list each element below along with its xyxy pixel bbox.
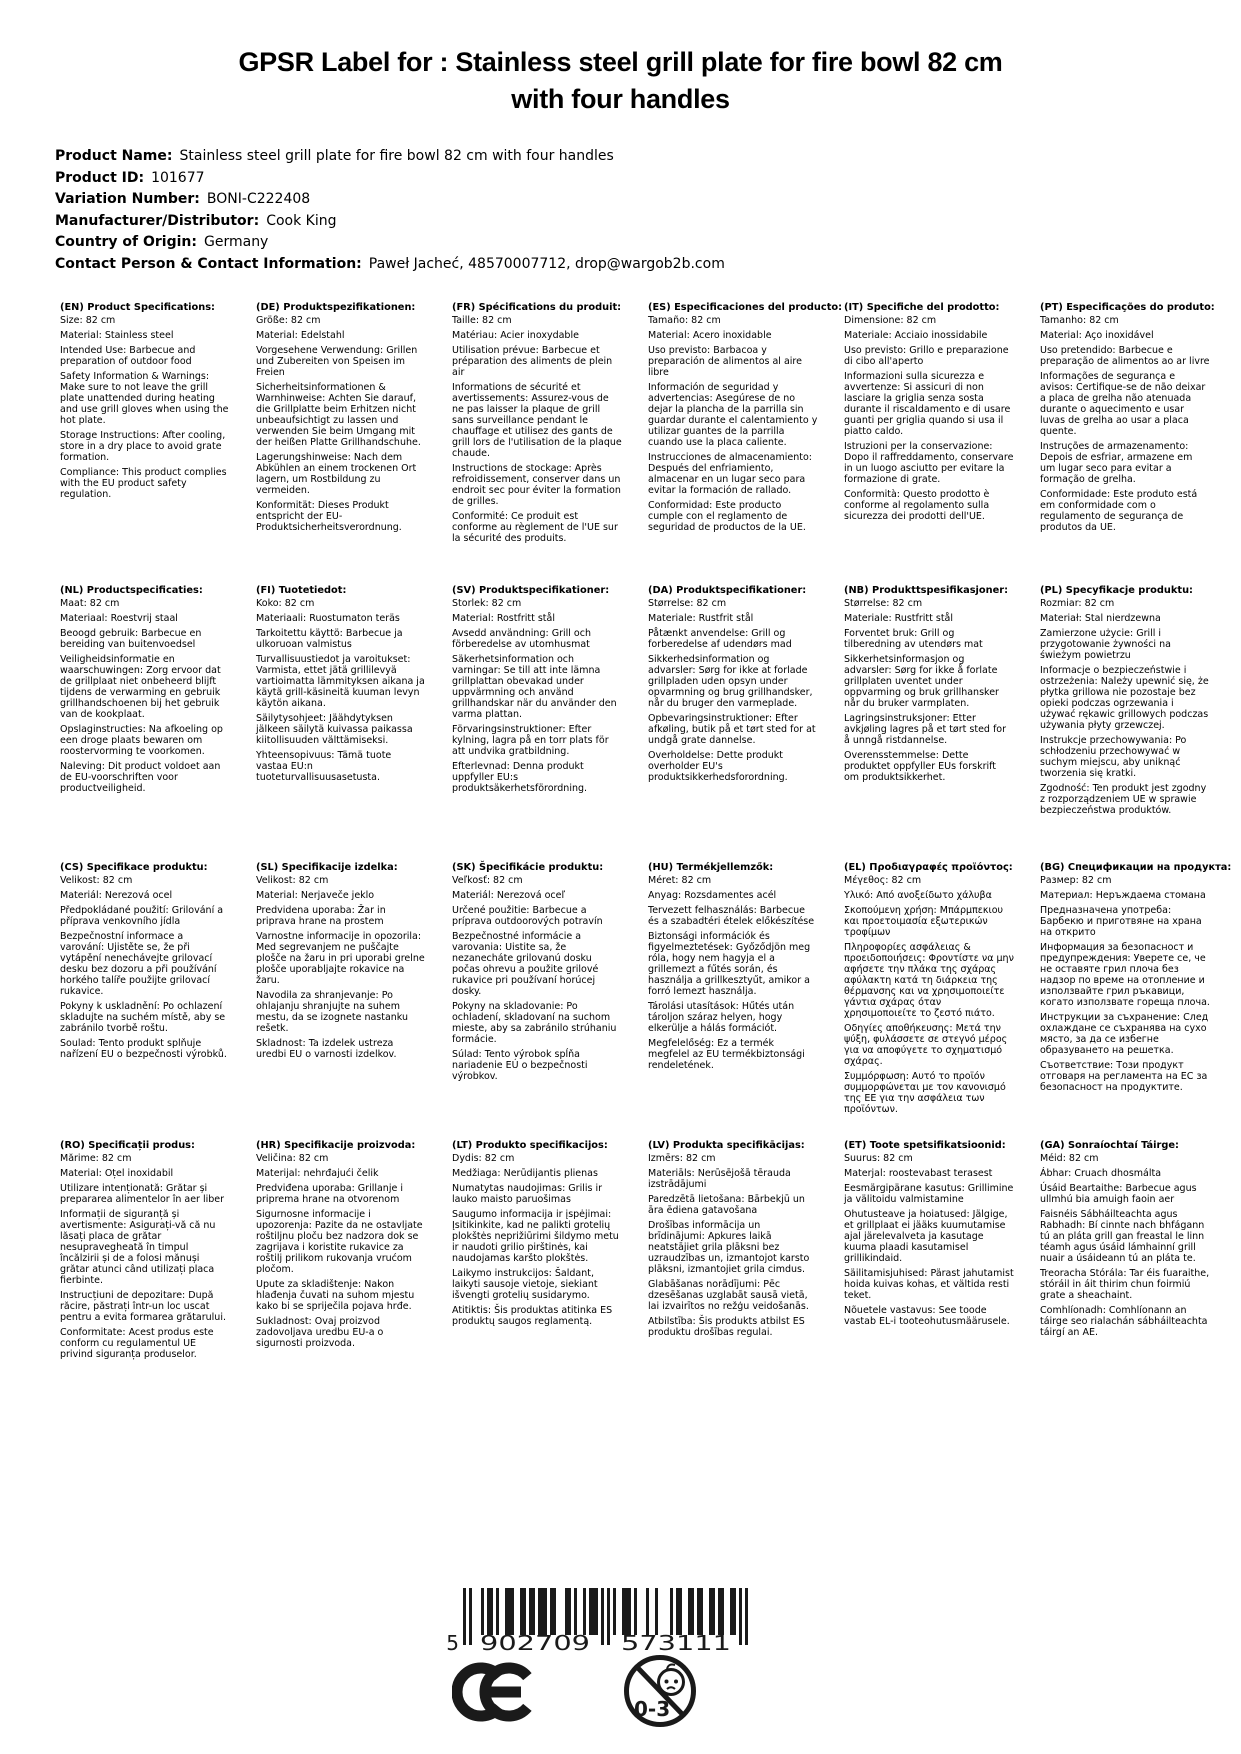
- spec-block-lt: [452, 1140, 622, 1410]
- barcode-bar: [520, 1588, 523, 1635]
- spec-paragraph: Predviđena uporaba: Grillanje i priprema hrane na otvorenom: [256, 1183, 403, 1205]
- spec-paragraph: Uso pretendido: Barbecue e preparação de alimentos ao ar livre: [1040, 345, 1210, 367]
- spec-block-heading: (CS) Specifikace produktu:: [60, 862, 208, 873]
- barcode-bar: [628, 1588, 631, 1635]
- barcode-bar: [589, 1588, 592, 1635]
- spec-paragraph: Ohutusteave ja hoiatused: Jälgige, et grillplaat ei jääks kuumutamise ajal järelevalveta ja kasutage kuuma plaadi kasutamisel grillikindaid.: [844, 1209, 1008, 1264]
- spec-block-heading: (IT) Specifiche del prodotto:: [844, 302, 1000, 313]
- spec-paragraph: Lagringsinstruksjoner: Etter avkjøling lagres på et tørt sted for å unngå ristdannelse.: [844, 713, 1007, 746]
- product-info-field: [55, 254, 725, 276]
- barcode-bar: [469, 1588, 472, 1645]
- spec-block-heading: (FI) Tuotetiedot:: [256, 585, 347, 596]
- spec-block-fi: [256, 585, 426, 862]
- page-title-line2: with four handles: [511, 84, 730, 114]
- spec-block-heading: (SL) Specifikacije izdelka:: [256, 862, 398, 873]
- barcode-bar: [733, 1588, 736, 1635]
- age-range-label: 0-3: [634, 1697, 671, 1721]
- spec-paragraph: Opbevaringsinstruktioner: Efter afkøling, butik på et tørt sted for at undgå grate dannelse.: [648, 713, 816, 746]
- spec-block-heading: (RO) Specificații produs:: [60, 1140, 195, 1151]
- barcode-bar: [613, 1588, 616, 1635]
- spec-paragraph: Conformidad: Este producto cumple con el reglamento de seguridad de productos de la UE.: [648, 500, 806, 533]
- spec-paragraph: Méret: 82 cm: [648, 875, 712, 886]
- barcode-bar: [601, 1588, 604, 1645]
- spec-block-da: [648, 585, 818, 862]
- spec-block-heading: (HU) Termékjellemzők:: [648, 862, 774, 873]
- field-label: Contact Person & Contact Information:: [55, 255, 362, 272]
- spec-block-heading: (LT) Produkto specifikacijos:: [452, 1140, 608, 1151]
- spec-block-heading: (NL) Productspecificaties:: [60, 585, 203, 596]
- spec-paragraph: Instructions de stockage: Après refroidissement, conserver dans un endroit sec pour éviter la formation de grilles.: [452, 463, 621, 507]
- spec-paragraph: Sukladnost: Ovaj proizvod zadovoljava uredbu EU-a o sigurnosti proizvoda.: [256, 1316, 384, 1349]
- spec-paragraph: Sikkerhedsinformation og advarsler: Sørg for ikke at forlade grillpladen uden opsyn under opvarmning og brug grillhandsker, når du bruger den varmeplade.: [648, 654, 813, 709]
- spec-paragraph: Συμμόρφωση: Αυτό το προϊόν συμμορφώνεται με τον κανονισμό της ΕΕ για την ασφάλεια των προϊόντων.: [844, 1071, 1006, 1115]
- spec-paragraph: Medžiaga: Nerūdijantis plienas: [452, 1168, 598, 1179]
- product-info-field: [55, 168, 725, 190]
- spec-paragraph: Yhteensopivuus: Tämä tuote vastaa EU:n tuoteturvallisuusasetusta.: [256, 750, 392, 783]
- barcode-bar: [592, 1588, 595, 1635]
- spec-paragraph: Instrucciones de almacenamiento: Después del enfriamiento, almacenar en un lugar seco para evitar la formación de rallado.: [648, 452, 812, 496]
- spec-paragraph: Drošības informācija un brīdinājumi: Apkures laikā neatstājiet grila plāksni bez uzraudzības un, izmantojot karsto plāksni, izmantojiet grila cimdus.: [648, 1220, 810, 1275]
- spec-block-heading: (BG) Спецификации на продукта:: [1040, 862, 1232, 873]
- field-value: Paweł Jacheć, 48570007712, drop@wargob2b.com: [368, 255, 725, 272]
- barcode-bar: [676, 1588, 679, 1635]
- barcode-digits-right: 573111: [621, 1631, 731, 1654]
- spec-paragraph: Predvidena uporaba: Žar in priprava hrane na prostem: [256, 905, 386, 927]
- spec-block-heading: (DE) Produktspezifikationen:: [256, 302, 416, 313]
- spec-paragraph: Veiligheidsinformatie en waarschuwingen: Zorg ervoor dat de grillplaat niet onbeheerd blijft tijdens de verwarming en gebruik grillhandschoenen bij het gebruik van de kookplaat.: [60, 654, 221, 720]
- spec-paragraph: Zamierzone użycie: Grill i przygotowanie żywności na świeżym powietrzu: [1040, 628, 1171, 661]
- spec-paragraph: Saugumo informacija ir įspėjimai: Įsitikinkite, kad ne palikti grotelių plokštės neprižiūrimi šildymo metu ir naudoti grilio pirštinės, kai naudojamas karšto plokštės.: [452, 1209, 619, 1264]
- spec-block-nb: [844, 585, 1014, 862]
- spec-block-heading: (SK) Špecifikácie produktu:: [452, 862, 604, 873]
- spec-paragraph: Nõuetele vastavus: See toode vastab EL-i tooteohutusmäärusele.: [844, 1305, 1010, 1327]
- spec-paragraph: Uso previsto: Grillo e preparazione di cibo all'aperto: [844, 345, 1009, 367]
- spec-block-heading: (ES) Especificaciones del producto:: [648, 302, 843, 313]
- spec-paragraph: Varnostne informacije in opozorila: Med segrevanjem ne puščajte plošče na žaru in pri uporabi grelne plošče uporabljajte rokavice na žaru.: [256, 931, 425, 986]
- barcode-bar: [655, 1588, 658, 1635]
- spec-paragraph: Předpokládané použití: Grilování a příprava venkovního jídla: [60, 905, 224, 927]
- barcode-bar: [523, 1588, 526, 1635]
- product-info-field: [55, 211, 725, 233]
- spec-block-it: [844, 302, 1014, 585]
- spec-paragraph: Atbilstība: Šis produkts atbilst ES produktu drošības regulai.: [648, 1316, 805, 1338]
- spec-paragraph: Atitiktis: Šis produktas atitinka ES produktų saugos reglamentą.: [452, 1305, 613, 1327]
- barcode-bar: [595, 1588, 598, 1635]
- spec-block-en: [60, 302, 230, 585]
- spec-paragraph: Sikkerhetsinformasjon og advarsler: Sørg for ikke å forlate grillplaten uventet under oppvarming og bruk grillhansker når du bruker varmplaten.: [844, 654, 999, 709]
- barcode-bar: [481, 1588, 484, 1635]
- spec-block-heading: (PT) Especificações do produto:: [1040, 302, 1215, 313]
- field-value: 101677: [151, 169, 205, 186]
- spec-paragraph: Naleving: Dit product voldoet aan de EU-voorschriften voor productveiligheid.: [60, 761, 221, 794]
- barcode-bar: [496, 1588, 499, 1635]
- spec-paragraph: Pokyny na skladovanie: Po ochladení, skladovaní na suchom mieste, aby sa zabránilo strúhaniu formácie.: [452, 1001, 617, 1045]
- spec-paragraph: Υλικό: Από ανοξείδωτο χάλυβα: [844, 890, 992, 901]
- spec-paragraph: Treoracha Stórála: Tar éis fuaraithe, stóráil in áit thirim chun foirmiú grate a sheachaint.: [1040, 1268, 1210, 1301]
- spec-paragraph: Určené použitie: Barbecue a príprava outdoorových potravín: [452, 905, 603, 927]
- spec-block-heading: (HR) Specifikacije proizvoda:: [256, 1140, 416, 1151]
- spec-paragraph: Förvaringsinstruktioner: Efter kylning, lagra på en torr plats för att undvika gratbildning.: [452, 724, 609, 757]
- spec-paragraph: Safety Information & Warnings: Make sure to not leave the grill plate unattended during heating and use grill gloves when using the hot plate.: [60, 371, 229, 426]
- spec-paragraph: Sicherheitsinformationen & Warnhinweise: Achten Sie darauf, die Grillplatte beim Erhitzen nicht unbeaufsichtigt zu lassen und verwenden Sie beim Umgang mit der heißen Platte Grillhandschuhe.: [256, 382, 421, 448]
- spec-paragraph: Soulad: Tento produkt splňuje nařízení EU o bezpečnosti výrobků.: [60, 1038, 227, 1060]
- spec-paragraph: Material: Edelstahl: [256, 330, 345, 341]
- spec-paragraph: Izmērs: 82 cm: [648, 1153, 716, 1164]
- spec-paragraph: Informations de sécurité et avertissements: Assurez-vous de ne pas laisser la plaque de grill sans surveillance pendant le chauffage et utilisez des gants de grill lors de l'utilisation de la plaque chaude.: [452, 382, 622, 459]
- spec-paragraph: Veľkosť: 82 cm: [452, 875, 523, 886]
- spec-paragraph: Materiaali: Ruostumaton teräs: [256, 613, 400, 624]
- spec-block-et: [844, 1140, 1014, 1410]
- age-warning-0-3-icon: [622, 1653, 698, 1729]
- spec-block-heading: (EN) Product Specifications:: [60, 302, 215, 313]
- spec-paragraph: Avsedd användning: Grill och förberedelse av utomhusmat: [452, 628, 591, 650]
- barcode-bar: [538, 1588, 541, 1635]
- spec-block-nl: [60, 585, 230, 862]
- spec-block-sv: [452, 585, 622, 862]
- spec-paragraph: Størrelse: 82 cm: [844, 598, 923, 609]
- spec-paragraph: Informazioni sulla sicurezza e avvertenze: Si assicuri di non lasciare la griglia senza sosta durante il riscaldamento e di usare guanti per griglia quando si usa il piatto caldo.: [844, 371, 1011, 437]
- spec-paragraph: Størrelse: 82 cm: [648, 598, 727, 609]
- spec-paragraph: Materiale: Acciaio inossidabile: [844, 330, 988, 341]
- barcode-bar: [646, 1588, 649, 1635]
- spec-block-ga: [1040, 1140, 1210, 1410]
- spec-block-heading: (SV) Produktspecifikationer:: [452, 585, 610, 596]
- spec-block-hr: [256, 1140, 426, 1410]
- spec-paragraph: Conformidade: Este produto está em conformidade com o regulamento de segurança de produtos da UE.: [1040, 489, 1198, 533]
- spec-paragraph: Σκοπούμενη χρήση: Μπάρμπεκιου και προετοιμασία εξωτερικών τροφίμων: [844, 905, 1003, 938]
- spec-paragraph: Größe: 82 cm: [256, 315, 321, 326]
- spec-block-heading: (ET) Toote spetsifikatsioonid:: [844, 1140, 1006, 1151]
- spec-grid: [60, 302, 1232, 1410]
- spec-paragraph: Forventet bruk: Grill og tilberedning av utendørs mat: [844, 628, 983, 650]
- spec-paragraph: Información de seguridad y advertencias: Asegúrese de no dejar la plancha de la parrilla sin guardar durante el calentamiento y utilizar guantes de la parrilla cuando use la placa caliente.: [648, 382, 818, 448]
- barcode-bar: [544, 1588, 547, 1635]
- spec-paragraph: Material: Stainless steel: [60, 330, 174, 341]
- spec-paragraph: Materiale: Rustfritt stål: [844, 613, 954, 624]
- spec-paragraph: Overensstemmelse: Dette produktet oppfyller EUs forskrift om produktsikkerhet.: [844, 750, 997, 783]
- barcode-bar: [688, 1588, 691, 1635]
- barcode-bar: [718, 1588, 721, 1635]
- spec-paragraph: Efterlevnad: Denna produkt uppfyller EU:s produktsäkerhetsförordning.: [452, 761, 588, 794]
- spec-block-sl: [256, 862, 426, 1140]
- spec-paragraph: Materiał: Stal nierdzewna: [1040, 613, 1161, 624]
- spec-paragraph: Utilisation prévue: Barbecue et préparation des aliments de plein air: [452, 345, 613, 378]
- spec-paragraph: Ábhar: Cruach dhosmálta: [1040, 1168, 1162, 1179]
- spec-paragraph: Materiaal: Roestvrij staal: [60, 613, 178, 624]
- spec-paragraph: Material: Acero inoxidable: [648, 330, 772, 341]
- spec-paragraph: Utilizare intenționată: Grătar și prepararea alimentelor în aer liber: [60, 1183, 225, 1205]
- spec-paragraph: Материал: Неръждаема стомана: [1040, 890, 1206, 901]
- spec-paragraph: Vorgesehene Verwendung: Grillen und Zubereiten von Speisen im Freien: [256, 345, 418, 378]
- barcode-bar: [739, 1588, 742, 1645]
- product-info-field: [55, 189, 725, 211]
- spec-paragraph: Materiale: Rustfrit stål: [648, 613, 754, 624]
- spec-block-es: [648, 302, 843, 585]
- barcode-bar: [508, 1588, 511, 1635]
- spec-paragraph: Zgodność: Ten produkt jest zgodny z rozporządzeniem UE w sprawie bezpieczeństwa produktów.: [1040, 783, 1207, 816]
- spec-block-el: [844, 862, 1014, 1140]
- spec-paragraph: Overholdelse: Dette produkt overholder EU's produktsikkerhedsforordning.: [648, 750, 788, 783]
- spec-paragraph: Taille: 82 cm: [452, 315, 512, 326]
- spec-paragraph: Tamanho: 82 cm: [1040, 315, 1119, 326]
- barcode-bar: [463, 1588, 466, 1645]
- spec-block-heading: (NB) Produkttspesifikasjoner:: [844, 585, 1008, 596]
- spec-paragraph: Megfelelőség: Ez a termék megfelel az EU termékbiztonsági rendeletének.: [648, 1038, 805, 1071]
- barcode-bar: [709, 1588, 712, 1635]
- spec-paragraph: Conformitate: Acest produs este conform cu regulamentul UE privind siguranța produselor.: [60, 1327, 214, 1360]
- spec-paragraph: Информация за безопасност и предупреждения: Уверете се, че не оставяте грил плоча без надзор по време на отопление и използвайте грил ръкавици, когато използвате гореща плоча.: [1040, 942, 1210, 1008]
- barcode-bar: [583, 1588, 586, 1635]
- spec-paragraph: Veličina: 82 cm: [256, 1153, 329, 1164]
- spec-paragraph: Tarkoitettu käyttö: Barbecue ja ulkoruoan valmistus: [256, 628, 403, 650]
- spec-paragraph: Informații de siguranță și avertismente: Asigurați-vă că nu lăsați placa de grătar nesupravegheată în timpul încălzirii și de a folosi mănuși grătar atunci când utilizați placa fierbinte.: [60, 1209, 216, 1286]
- spec-paragraph: Biztonsági információk és figyelmeztetések: Győződjön meg róla, hogy nem hagyja el a grillemezt a fűtés során, és használja a grillkesztyűt, amikor a forró lemezt használja.: [648, 931, 811, 997]
- spec-paragraph: Rozmiar: 82 cm: [1040, 598, 1115, 609]
- spec-block-hu: [648, 862, 818, 1140]
- spec-paragraph: Πληροφορίες ασφάλειας & προειδοποιήσεις: Φροντίστε να μην αφήσετε την πλάκα της σχάρας αφύλακτη κατά τη διάρκεια της θέρμανσης και να χρησιμοποιείτε γάντια σχάρας όταν χρησιμοποιείτε το ζεστό πιάτο.: [844, 942, 1014, 1019]
- spec-paragraph: Materiāls: Nerūsējošā tērauda izstrādājumi: [648, 1168, 791, 1190]
- barcode-bar: [490, 1588, 493, 1635]
- spec-paragraph: Säkerhetsinformation och varningar: Se till att inte lämna grillplattan obevakad under uppvärmning och använd grillhandskar när du använder den varma plattan.: [452, 654, 617, 720]
- barcode-bar: [529, 1588, 532, 1635]
- spec-paragraph: Οδηγίες αποθήκευσης: Μετά την ψύξη, φυλάσσετε σε στεγνό μέρος για να αποφύγετε το σχηματισμό σχάρας.: [844, 1023, 1008, 1067]
- spec-block-sk: [452, 862, 622, 1140]
- spec-block-heading: (PL) Specyfikacje produktu:: [1040, 585, 1193, 596]
- barcode-bar: [553, 1588, 556, 1635]
- spec-paragraph: Bezpečnostní informace a varování: Ujistěte se, že při vytápění nenechávejte grilovací desku bez dozoru a při používání horkého talíře použijte grilovací rukavice.: [60, 931, 217, 997]
- spec-paragraph: Material: Nerjaveče jeklo: [256, 890, 375, 901]
- spec-block-fr: [452, 302, 622, 585]
- spec-paragraph: Faisnéis Sábháilteachta agus Rabhadh: Bí cinnte nach bhfágann tú an pláta grill gan freastal le linn téamh agus úsáid lámhainní grill nuair a úsáideann tú an pláta te.: [1040, 1209, 1205, 1264]
- spec-block-de: [256, 302, 426, 585]
- spec-block-heading: (DA) Produktspecifikationer:: [648, 585, 807, 596]
- barcode-bar: [565, 1588, 568, 1635]
- spec-block-lv: [648, 1140, 818, 1410]
- spec-block-heading: (LV) Produkta specifikācijas:: [648, 1140, 805, 1151]
- spec-paragraph: Compliance: This product complies with the EU product safety regulation.: [60, 467, 227, 500]
- field-label: Product ID:: [55, 169, 145, 186]
- spec-paragraph: Sigurnosne informacije i upozorenja: Pazite da ne ostavljate roštiljnu ploču bez nadzora dok se zagrijava i koristite rukavice za roštilj prilikom rukovanja vrućom pločom.: [256, 1209, 423, 1275]
- field-label: Manufacturer/Distributor:: [55, 212, 260, 229]
- field-label: Product Name:: [55, 148, 173, 164]
- spec-paragraph: Maat: 82 cm: [60, 598, 120, 609]
- spec-paragraph: Material: Aço inoxidável: [1040, 330, 1154, 341]
- spec-block-ro: [60, 1140, 230, 1410]
- barcode-bar: [670, 1588, 673, 1635]
- barcode-digits-left: 902709: [480, 1631, 590, 1654]
- spec-paragraph: Materjal: roostevabast terasest: [844, 1168, 993, 1179]
- spec-paragraph: Предназначена употреба: Барбекю и приготвяне на храна на открито: [1040, 905, 1202, 938]
- spec-paragraph: Tervezett felhasználás: Barbecue és a szabadtéri ételek előkészítése: [648, 905, 815, 927]
- spec-paragraph: Comhlíonadh: Comhlíonann an táirge seo rialachán sábháilteachta táirgí an AE.: [1040, 1305, 1208, 1338]
- field-label: Variation Number:: [55, 191, 200, 208]
- spec-paragraph: Material: Oțel inoxidabil: [60, 1168, 174, 1179]
- spec-paragraph: Súlad: Tento výrobok spĺňa nariadenie EÚ o bezpečnosti výrobkov.: [452, 1049, 588, 1082]
- spec-paragraph: Dimensione: 82 cm: [844, 315, 937, 326]
- spec-paragraph: Paredzētā lietošana: Bārbekjū un āra ēdiena gatavošana: [648, 1194, 805, 1216]
- spec-paragraph: Conformità: Questo prodotto è conforme al regolamento sulla sicurezza dei prodotti dell'UE.: [844, 489, 990, 522]
- barcode-bar: [721, 1588, 724, 1635]
- spec-paragraph: Säilitamisjuhised: Pärast jahutamist hoida kuivas kohas, et vältida resti teket.: [844, 1268, 1014, 1301]
- spec-paragraph: Istruzioni per la conservazione: Dopo il raffreddamento, conservare in un luogo asciutto per evitare la formazione di grate.: [844, 441, 1014, 485]
- field-label: Country of Origin:: [55, 234, 197, 251]
- spec-paragraph: Materiál: Nerezová oceľ: [452, 890, 566, 901]
- baby-face-glyph: [659, 1665, 684, 1695]
- spec-paragraph: Úsáid Beartaithe: Barbecue agus ullmhú bia amuigh faoin aer: [1040, 1183, 1197, 1205]
- barcode-bar: [700, 1588, 703, 1635]
- product-info: [55, 146, 725, 276]
- barcode-bar: [697, 1588, 700, 1635]
- barcode-bar: [487, 1588, 490, 1635]
- spec-paragraph: Upute za skladištenje: Nakon hlađenja čuvati na suhom mjestu kako bi se spriječila pojava hrđe.: [256, 1279, 415, 1312]
- barcode-bar: [712, 1588, 715, 1635]
- spec-paragraph: Lagerungshinweise: Nach dem Abkühlen an einem trockenen Ort lagern, um Rostbildung zu vermeiden.: [256, 452, 417, 496]
- spec-paragraph: Инструкции за съхранение: След охлаждане се съхранява на сухо място, за да се избегне образуването на решетка.: [1040, 1012, 1209, 1056]
- barcode-bar: [541, 1588, 544, 1635]
- spec-paragraph: Materijal: nehrđajući čelik: [256, 1168, 379, 1179]
- page-title-line1: GPSR Label for : Stainless steel grill plate for fire bowl 82 cm: [238, 47, 1003, 77]
- field-value: BONI-C222408: [206, 191, 311, 208]
- field-value: Germany: [204, 234, 269, 251]
- spec-paragraph: Beoogd gebruik: Barbecue en bereiding van buitenvoedsel: [60, 628, 202, 650]
- spec-paragraph: Μέγεθος: 82 cm: [844, 875, 922, 886]
- spec-block-pl: [1040, 585, 1210, 862]
- barcode-bar: [532, 1588, 535, 1635]
- barcode-bar: [505, 1588, 508, 1635]
- spec-paragraph: Storlek: 82 cm: [452, 598, 522, 609]
- spec-paragraph: Glabāšanas norādījumi: Pēc dzesēšanas uzglabāt sausā vietā, lai izvairītos no režģu veidošanās.: [648, 1279, 809, 1312]
- spec-block-pt: [1040, 302, 1215, 585]
- spec-paragraph: Velikost: 82 cm: [256, 875, 329, 886]
- spec-paragraph: Size: 82 cm: [60, 315, 116, 326]
- ce-mark-icon: [452, 1660, 536, 1724]
- spec-paragraph: Material: Rostfritt stål: [452, 613, 555, 624]
- spec-paragraph: Turvallisuustiedot ja varoitukset: Varmista, ettet jätä grillilevyä vartioimatta lämmityksen aikana ja käytä grill-käsineitä kuuman levyn käytön aikana.: [256, 654, 425, 709]
- barcode-bar: [745, 1588, 748, 1645]
- spec-paragraph: Dydis: 82 cm: [452, 1153, 515, 1164]
- ean13-barcode: [443, 1588, 748, 1654]
- product-info-field: [55, 146, 725, 168]
- barcode-digit-prefix: 5: [446, 1631, 459, 1654]
- spec-paragraph: Tamaño: 82 cm: [648, 315, 721, 326]
- barcode-bar: [511, 1588, 514, 1635]
- spec-paragraph: Säilytysohjeet: Jäähdytyksen jälkeen säilytä kuivassa paikassa kiitollisuuden välttämiseksi.: [256, 713, 413, 746]
- spec-paragraph: Anyag: Rozsdamentes acél: [648, 890, 777, 901]
- spec-paragraph: Materiál: Nerezová ocel: [60, 890, 173, 901]
- spec-paragraph: Numatytas naudojimas: Grilis ir lauko maisto paruošimas: [452, 1183, 602, 1205]
- spec-paragraph: Laikymo instrukcijos: Šaldant, laikyti sausoje vietoje, siekiant išvengti grotelių susidarymo.: [452, 1268, 598, 1301]
- field-value: Cook King: [266, 212, 337, 229]
- barcode-bar: [574, 1588, 577, 1635]
- spec-paragraph: Uso previsto: Barbacoa y preparación de alimentos al aire libre: [648, 345, 802, 378]
- spec-paragraph: Informacje o bezpieczeństwie i ostrzeżenia: Należy upewnić się, że płytka grillowa nie pozostaje bez opieki podczas ogrzewania i używać rękawic grillowych podczas używania płyty grzewczej.: [1040, 665, 1209, 731]
- spec-paragraph: Storage Instructions: After cooling, store in a dry place to avoid grate formation.: [60, 430, 226, 463]
- spec-paragraph: Méid: 82 cm: [1040, 1153, 1099, 1164]
- spec-paragraph: Opslaginstructies: Na afkoeling op een droge plaats bewaren om roostervorming te voorkomen.: [60, 724, 223, 757]
- spec-paragraph: Intended Use: Barbecue and preparation of outdoor food: [60, 345, 196, 367]
- spec-paragraph: Instruções de armazenamento: Depois de esfriar, armazene em um lugar seco para evitar a formação de grelha.: [1040, 441, 1193, 485]
- barcode-bar: [625, 1588, 628, 1635]
- spec-paragraph: Skladnost: Ta izdelek ustreza uredbi EU o varnosti izdelkov.: [256, 1038, 397, 1060]
- spec-paragraph: Instrucțiuni de depozitare: După răcire, păstrați într-un loc uscat pentru a evita formarea grătarului.: [60, 1290, 226, 1323]
- spec-block-heading: (GA) Sonraíochtaí Táirge:: [1040, 1140, 1179, 1151]
- spec-paragraph: Koko: 82 cm: [256, 598, 315, 609]
- spec-paragraph: Suurus: 82 cm: [844, 1153, 913, 1164]
- product-info-field: [55, 232, 725, 254]
- barcode-bar: [634, 1588, 637, 1635]
- spec-block-heading: (FR) Spécifications du produit:: [452, 302, 622, 313]
- barcode-bar: [622, 1588, 625, 1635]
- spec-block-bg: [1040, 862, 1232, 1140]
- spec-paragraph: Navodila za shranjevanje: Po ohlajanju shranjujte na suhem mestu, da se izognete nastanku rešetk.: [256, 990, 409, 1034]
- barcode-bar: [679, 1588, 682, 1635]
- spec-paragraph: Pokyny k uskladnění: Po ochlazení skladujte na suchém místě, aby se zabránilo tvorbě roštu.: [60, 1001, 226, 1034]
- spec-paragraph: Konformität: Dieses Produkt entspricht der EU-Produktsicherheitsverordnung.: [256, 500, 402, 533]
- spec-paragraph: Conformité: Ce produit est conforme au règlement de l'UE sur la sécurité des produits.: [452, 511, 618, 544]
- spec-block-cs: [60, 862, 230, 1140]
- spec-block-heading: (EL) Προδιαγραφές προϊόντος:: [844, 862, 1013, 873]
- spec-paragraph: Tárolási utasítások: Hűtés után tároljon száraz helyen, hogy elkerülje a hálás formációt.: [648, 1001, 795, 1034]
- spec-paragraph: Mărime: 82 cm: [60, 1153, 132, 1164]
- barcode-bar: [568, 1588, 571, 1635]
- barcode-bar: [691, 1588, 694, 1635]
- spec-paragraph: Matériau: Acier inoxydable: [452, 330, 579, 341]
- spec-paragraph: Instrukcje przechowywania: Po schłodzeniu przechowywać w suchym miejscu, aby uniknąć tworzenia się kratki.: [1040, 735, 1187, 779]
- spec-paragraph: Informações de segurança e avisos: Certifique-se de não deixar a placa de grelha não atenuada durante o aquecimento e usar luvas de grelha ao usar a placa quente.: [1040, 371, 1206, 437]
- barcode-bar: [730, 1588, 733, 1635]
- spec-paragraph: Påtænkt anvendelse: Grill og forberedelse af udendørs mad: [648, 628, 792, 650]
- barcode-bar: [607, 1588, 610, 1645]
- spec-paragraph: Размер: 82 cm: [1040, 875, 1112, 886]
- spec-paragraph: Съответствие: Този продукт отговаря на регламента на ЕС за безопасност на продуктите.: [1040, 1060, 1208, 1093]
- page-title: [0, 44, 1241, 118]
- spec-paragraph: Eesmärgipärane kasutus: Grillimine ja välitoidu valmistamine: [844, 1183, 1014, 1205]
- field-value: Stainless steel grill plate for fire bowl 82 cm with four handles: [179, 148, 614, 164]
- spec-paragraph: Velikost: 82 cm: [60, 875, 133, 886]
- barcode-bar: [550, 1588, 553, 1635]
- spec-paragraph: Bezpečnostné informácie a varovania: Uistite sa, že nezanecháte grilovanú dosku počas ohrevu a použite grilové rukavice pri používaní horúcej dosky.: [452, 931, 599, 997]
